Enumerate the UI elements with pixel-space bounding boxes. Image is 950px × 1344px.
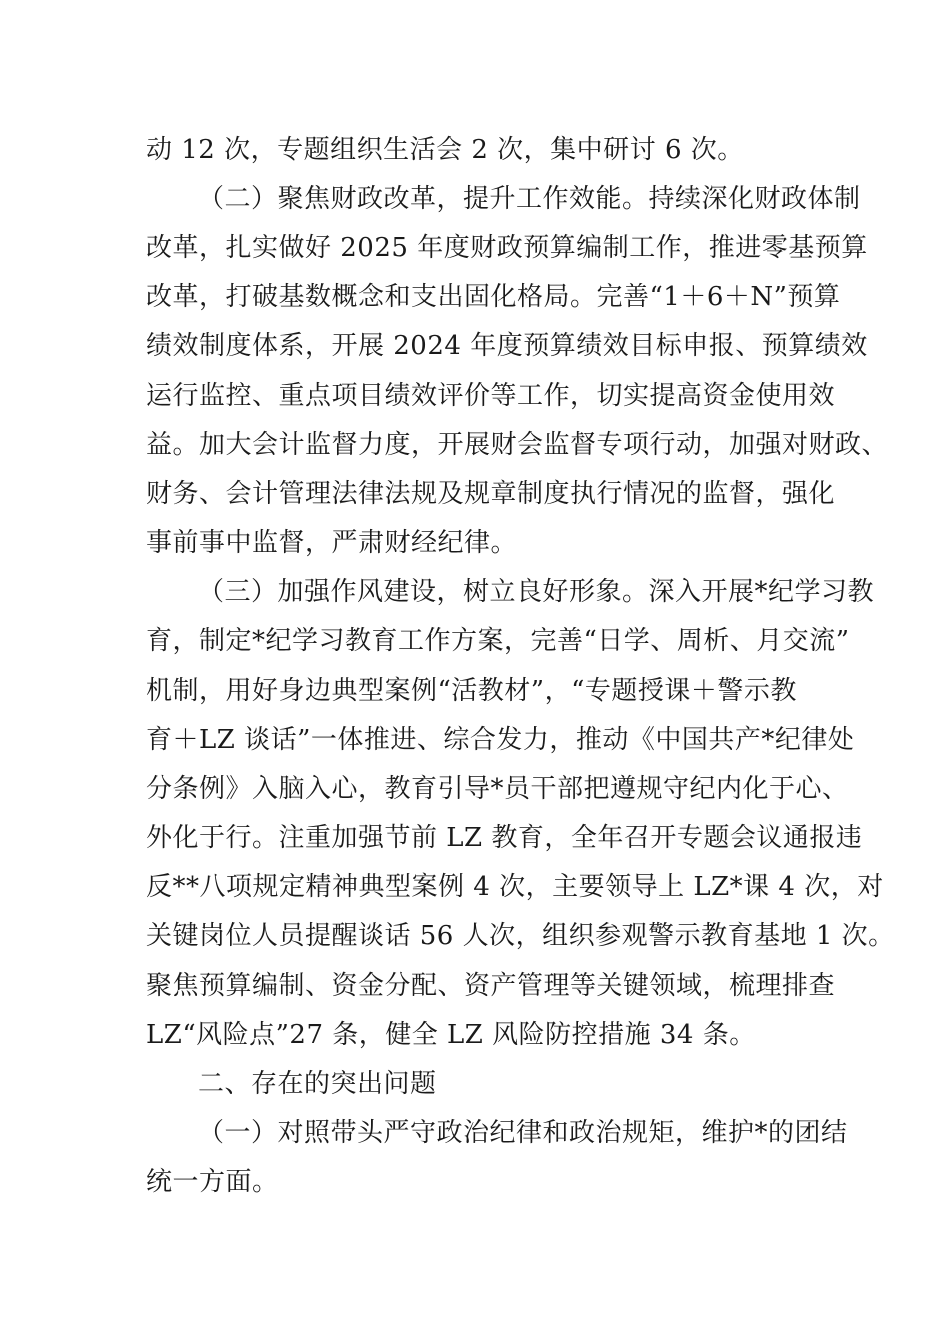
text-line: 动 12 次，专题组织生活会 2 次，集中研讨 6 次。 bbox=[146, 135, 744, 165]
text-line: 运行监控、重点项目绩效评价等工作，切实提高资金使用效 bbox=[146, 381, 836, 411]
section-heading: 二、存在的突出问题 bbox=[198, 1069, 437, 1099]
paragraph-start-line: （二）聚焦财政改革，提升工作效能。持续深化财政体制 bbox=[198, 184, 861, 214]
text-line: 聚焦预算编制、资金分配、资产管理等关键领域，梳理排查 bbox=[146, 971, 836, 1001]
text-line: 分条例》入脑入心，教育引导*员干部把遵规守纪内化于心、 bbox=[146, 774, 849, 804]
text-line: 关键岗位人员提醒谈话 56 人次，组织参观警示教育基地 1 次。 bbox=[146, 921, 895, 951]
text-line: 统一方面。 bbox=[146, 1167, 279, 1197]
text-line: 改革，扎实做好 2025 年度财政预算编制工作，推进零基预算 bbox=[146, 233, 868, 263]
text-line: 改革，打破基数概念和支出固化格局。完善“1＋6＋N”预算 bbox=[146, 282, 841, 312]
text-line: LZ“风险点”27 条，健全 LZ 风险防控措施 34 条。 bbox=[146, 1020, 756, 1050]
text-line: 机制，用好身边典型案例“活教材”，“专题授课＋警示教 bbox=[146, 676, 797, 706]
text-line: 财务、会计管理法律法规及规章制度执行情况的监督，强化 bbox=[146, 479, 836, 509]
text-line: 事前事中监督，严肃财经纪律。 bbox=[146, 528, 518, 558]
text-line: 反**八项规定精神典型案例 4 次，主要领导上 LZ*课 4 次，对 bbox=[146, 872, 884, 902]
paragraph-start-line: （一）对照带头严守政治纪律和政治规矩，维护*的团结 bbox=[198, 1118, 848, 1148]
paragraph-start-line: （三）加强作风建设，树立良好形象。深入开展*纪学习教 bbox=[198, 577, 875, 607]
text-line: 育＋LZ 谈话”一体推进、综合发力，推动《中国共产*纪律处 bbox=[146, 725, 855, 755]
text-line: 绩效制度体系，开展 2024 年度预算绩效目标申报、预算绩效 bbox=[146, 331, 868, 361]
text-line: 益。加大会计监督力度，开展财会监督专项行动，加强对财政、 bbox=[146, 430, 889, 460]
text-line: 育，制定*纪学习教育工作方案，完善“日学、周析、月交流” bbox=[146, 626, 850, 656]
text-line: 外化于行。注重加强节前 LZ 教育，全年召开专题会议通报违 bbox=[146, 823, 863, 853]
